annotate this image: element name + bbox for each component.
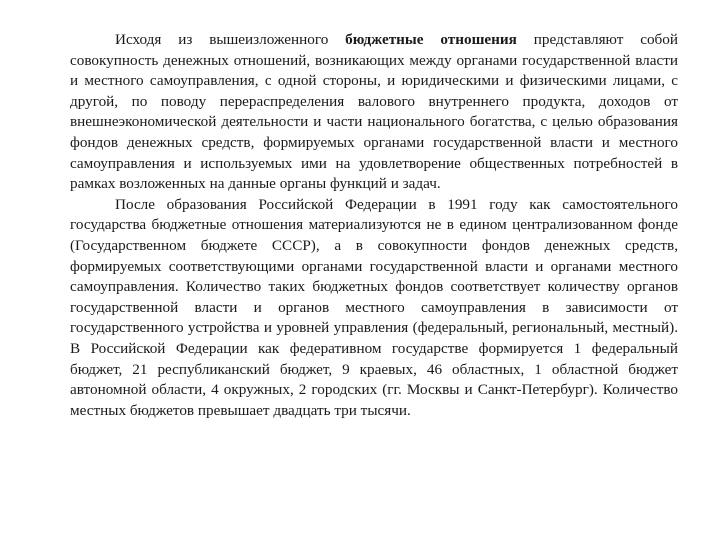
paragraph-1-intro: Исходя из вышеизложенного bbox=[115, 31, 346, 48]
paragraph-1-rest: представляют собой совокупность денежных отношений, возникающих между органами государственной власти и местного самоуправления, с одной стороны, и юридическими и физическими лицами, с другой, по поводу перераспределения валового внутреннего продукта, доходов от внешнеэкономической деятельности и части национального богатства, с целью образования фондов денежных средств, формируемых органами государственной власти и местного самоуправления и используемых ими на удовлетворение общественных потребностей в рамках возложенных на данные органы функций и задач. bbox=[70, 31, 678, 193]
paragraph-budget-funds-after-1991: После образования Российской Федерации в 1991 году как самостоятельного государства бюджетные отношения материализуются не в едином централизованном фонде (Государственном бюджете СССР), а в совокупности фондов денежных средств, формируемых соответствующими органами государственной власти и органами местного самоуправления. Количество таких бюджетных фондов соответствует количеству органов государственной власти и органов местного самоуправления в зависимости от государственного устройства и уровней управления (федеральный, региональный, местный). В Российской Федерации как федеративном государстве формируется 1 федеральный бюджет, 21 республиканский бюджет, 9 краевых, 46 областных, 1 областной бюджет автономной области, 4 окружных, 2 городских (гг. Москвы и Санкт-Петербург). Количество местных бюджетов превышает двадцать три тысячи. bbox=[70, 195, 678, 419]
paragraph-budget-relations-definition bbox=[70, 30, 678, 195]
document-body bbox=[70, 30, 678, 421]
term-budget-relations: бюджетные отношения bbox=[345, 31, 517, 48]
